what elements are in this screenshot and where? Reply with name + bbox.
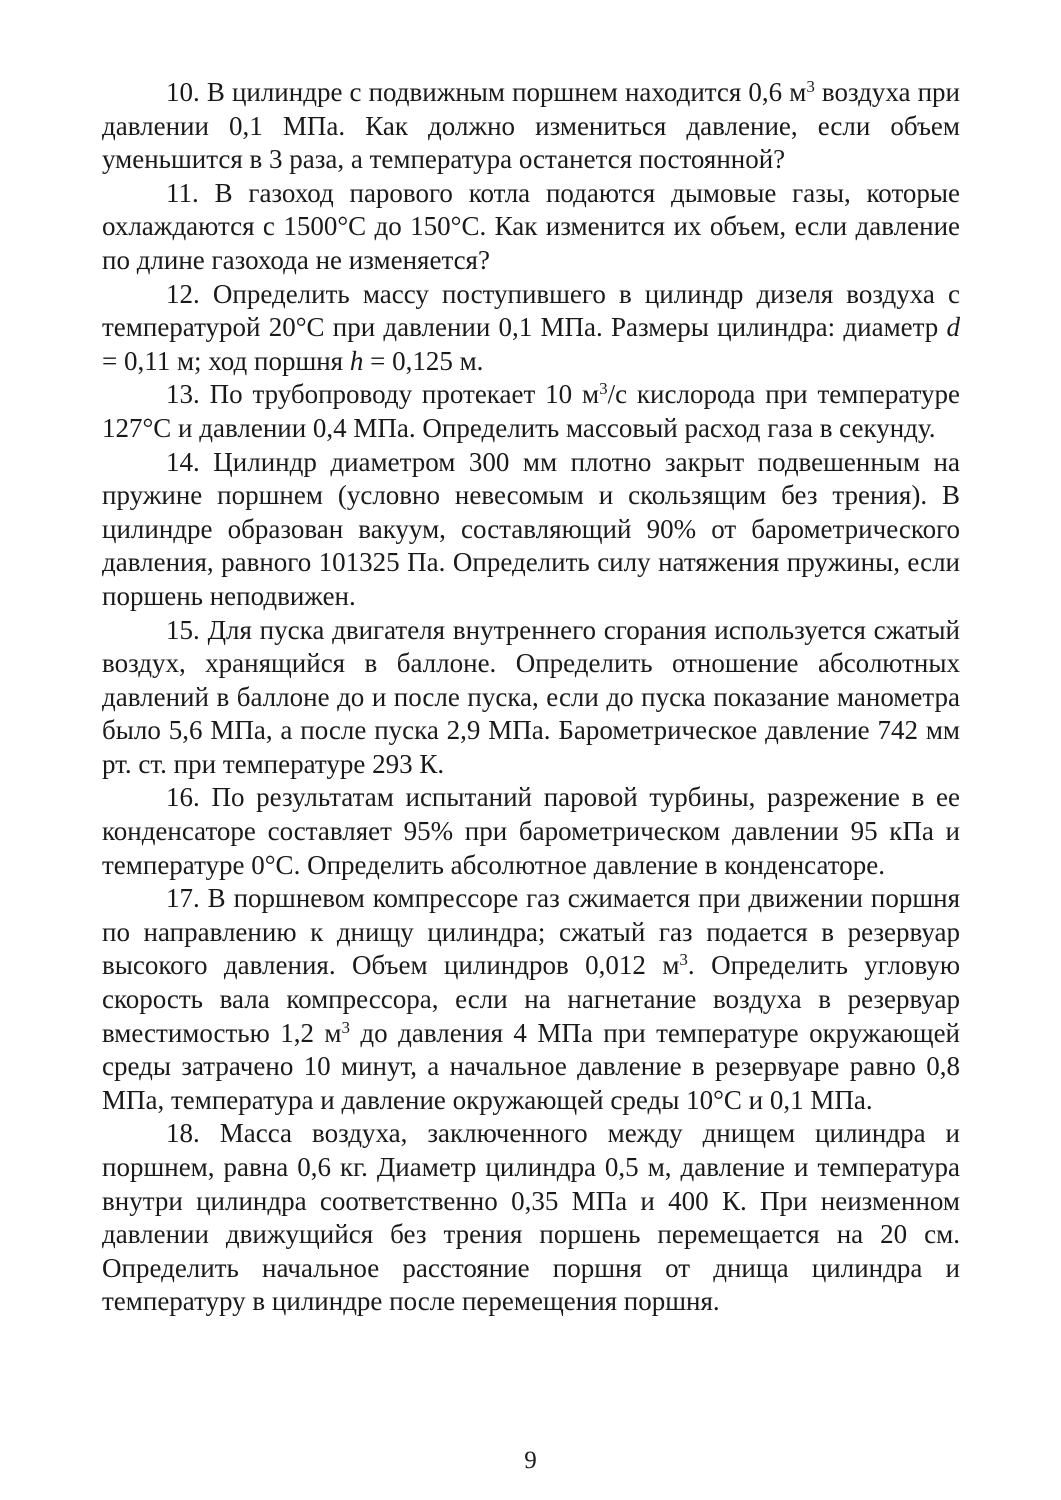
problem-text: воздуха при давлении 0,1 МПа. Как должно измениться давление, если объем уменьшится в 3 раза, а температура останется постоянной?	[102, 77, 960, 175]
problem-number: 12.	[166, 278, 200, 309]
superscript: 3	[806, 77, 815, 96]
problem-text: По трубопроводу протекает 10 м	[209, 379, 600, 410]
problem-14	[102, 446, 960, 614]
problem-number: 11.	[166, 177, 199, 208]
problem-13	[102, 378, 960, 445]
page-number: 9	[524, 1447, 537, 1474]
problem-number: 14.	[166, 446, 200, 477]
problem-text: В газоход парового котла подаются дымовые газы, которые охлаждаются с 1500°С до 150°С. Как изменится их объем, если давление по длине газохода не изменяется?	[102, 177, 961, 275]
problem-text: По результатам испытаний паровой турбины, разрежение в ее конденсаторе составляет 95% при барометрическом давлении 95 кПа и температуре 0°С. Определить абсолютное давление в конденсаторе.	[102, 782, 960, 880]
problem-18	[102, 1117, 960, 1319]
problem-number: 16.	[166, 782, 200, 813]
problem-text: Цилиндр диаметром 300 мм плотно закрыт подвешенным на пружине поршнем (условно невесомым и скользящим без трения). В цилиндре образован вакуум, составляющий 90% от барометрического давления, равного 101325 Па. Определить силу натяжения пружины, если поршень неподвижен.	[102, 446, 960, 611]
problem-number: 18.	[166, 1118, 200, 1149]
superscript: 3	[599, 379, 608, 399]
problem-number: 13.	[166, 379, 200, 410]
superscript: 3	[679, 950, 688, 970]
superscript: 3	[341, 1017, 350, 1037]
variable-d: d	[946, 312, 960, 343]
problem-number: 10.	[166, 77, 200, 107]
problem-text: В цилиндре с подвижным поршнем находится 0,6 м	[206, 77, 807, 107]
problem-text: Масса воздуха, заключенного между днищем цилиндра и поршнем, равна 0,6 кг. Диаметр цилиндра 0,5 м, давление и температура внутри цилиндра соответственно 0,35 МПа и 400 К. При неизменном давлении движущийся без трения поршень перемещается на 20 см. Определить начальное расстояние поршня от днища цилиндра и температуру в цилиндре после перемещения поршня.	[102, 1118, 960, 1317]
problem-text: В поршневом компрессоре газ сжимается при движении поршня по направлению к днищу цилиндра; сжатый газ подается в резервуар высокого давления. Объем цилиндров 0,012 м	[102, 883, 961, 981]
problem-text: . Определить угловую скорость вала компрессора, если на нагнетание воздуха в резервуар вместимостью 1,2 м	[102, 950, 960, 1048]
problem-15	[102, 614, 960, 782]
problem-number: 15.	[166, 614, 200, 645]
problem-text: /с кислорода при температуре 127°С и давлении 0,4 МПа. Определить массовый расход газа в секунду.	[102, 379, 960, 443]
problem-10	[102, 76, 960, 177]
problem-17	[102, 882, 960, 1117]
variable-h: h	[349, 345, 364, 376]
problem-text: до давления 4 МПа при температуре окружающей среды затрачено 10 минут, а начальное давление в резервуаре равно 0,8 МПа, температура и давление окружающей среды 10°С и 0,1 МПа.	[102, 1017, 961, 1115]
problem-16	[102, 781, 960, 882]
problem-text: Для пуска двигателя внутреннего сгорания используется сжатый воздух, хранящийся в баллоне. Определить отношение абсолютных давлений в баллоне до и после пуска, если до пуска показание манометра было 5,6 МПа, а после пуска 2,9 МПа. Барометрическое давление 742 мм рт. ст. при температуре 293 К.	[102, 614, 960, 779]
problem-text: = 0,125 м.	[363, 345, 484, 376]
problem-number: 17.	[166, 883, 200, 914]
problem-12	[102, 278, 960, 379]
page-body	[102, 76, 960, 1319]
problem-11	[102, 177, 960, 278]
problem-text: = 0,11 м; ход поршня	[102, 345, 350, 376]
problem-text: Определить массу поступившего в цилиндр дизеля воздуха с температурой 20°С при давлении 0,1 МПа. Размеры цилиндра: диаметр	[102, 278, 960, 343]
